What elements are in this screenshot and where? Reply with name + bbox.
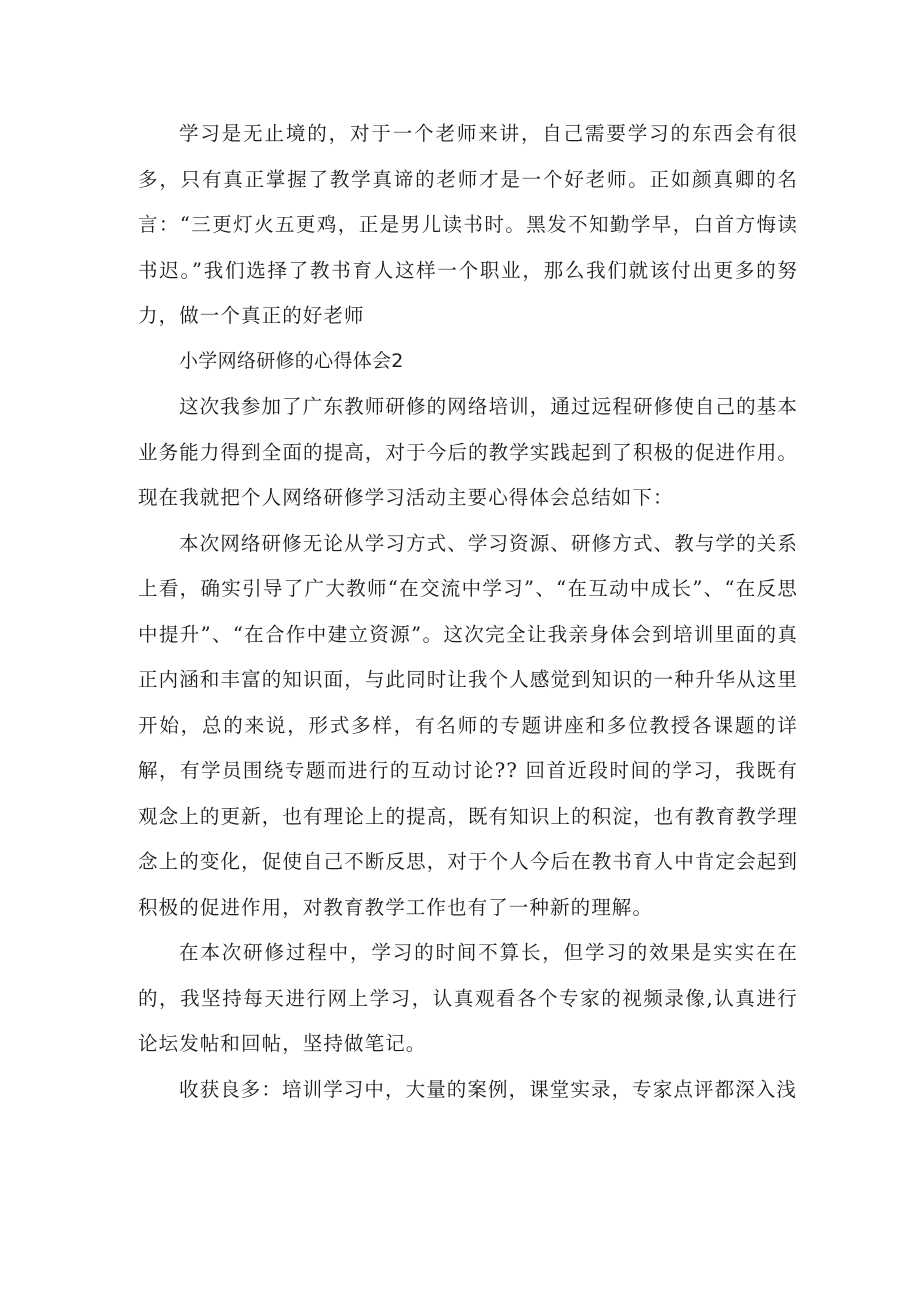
paragraph-reflection: 本次网络研修无论从学习方式、学习资源、研修方式、教与学的关系上看，确实引导了广大教师“在交流中学习”、“在互动中成长”、“在反思中提升”、“在合作中建立资源”。这次完全让我亲身体会到培训里面的真正内涵和丰富的知识面，与此同时让我个人感觉到知识的一种升华从这里开始，总的来说，形式多样，有名师的专题讲座和多位教授各课题的详解，有学员围绕专题而进行的互动讨论?? 回首近段时间的学习，我既有观念上的更新，也有理论上的提高，既有知识上的积淀，也有教育教学理念上的变化，促使自己不断反思，对于个人今后在教书育人中肯定会起到积极的促进作用，对教育教学工作也有了一种新的理解。: [138, 531, 798, 919]
section-heading: 小学网络研修的心得体会2: [179, 349, 404, 372]
paragraph-opening: 这次我参加了广东教师研修的网络培训，通过远程研修使自己的基本业务能力得到全面的提高，对于今后的教学实践起到了积极的促进作用。现在我就把个人网络研修学习活动主要心得体会总结如下：: [138, 395, 798, 509]
document-body: [138, 111, 798, 1112]
paragraph-gains: 收获良多：培训学习中，大量的案例，课堂实录，专家点评都深入浅: [179, 1077, 798, 1101]
paragraph-process: 在本次研修过程中，学习的时间不算长，但学习的效果是实实在在的，我坚持每天进行网上学习，认真观看各个专家的视频录像,认真进行论坛发帖和回帖，坚持做笔记。: [138, 941, 798, 1055]
paragraph-intro: 学习是无止境的，对于一个老师来讲，自己需要学习的东西会有很多，只有真正掌握了教学真谛的老师才是一个好老师。正如颜真卿的名言：“三更灯火五更鸡，正是男儿读书时。黑发不知勤学早，白首方悔读书迟。”我们选择了教书育人这样一个职业，那么我们就该付出更多的努力，做一个真正的好老师: [138, 122, 798, 327]
